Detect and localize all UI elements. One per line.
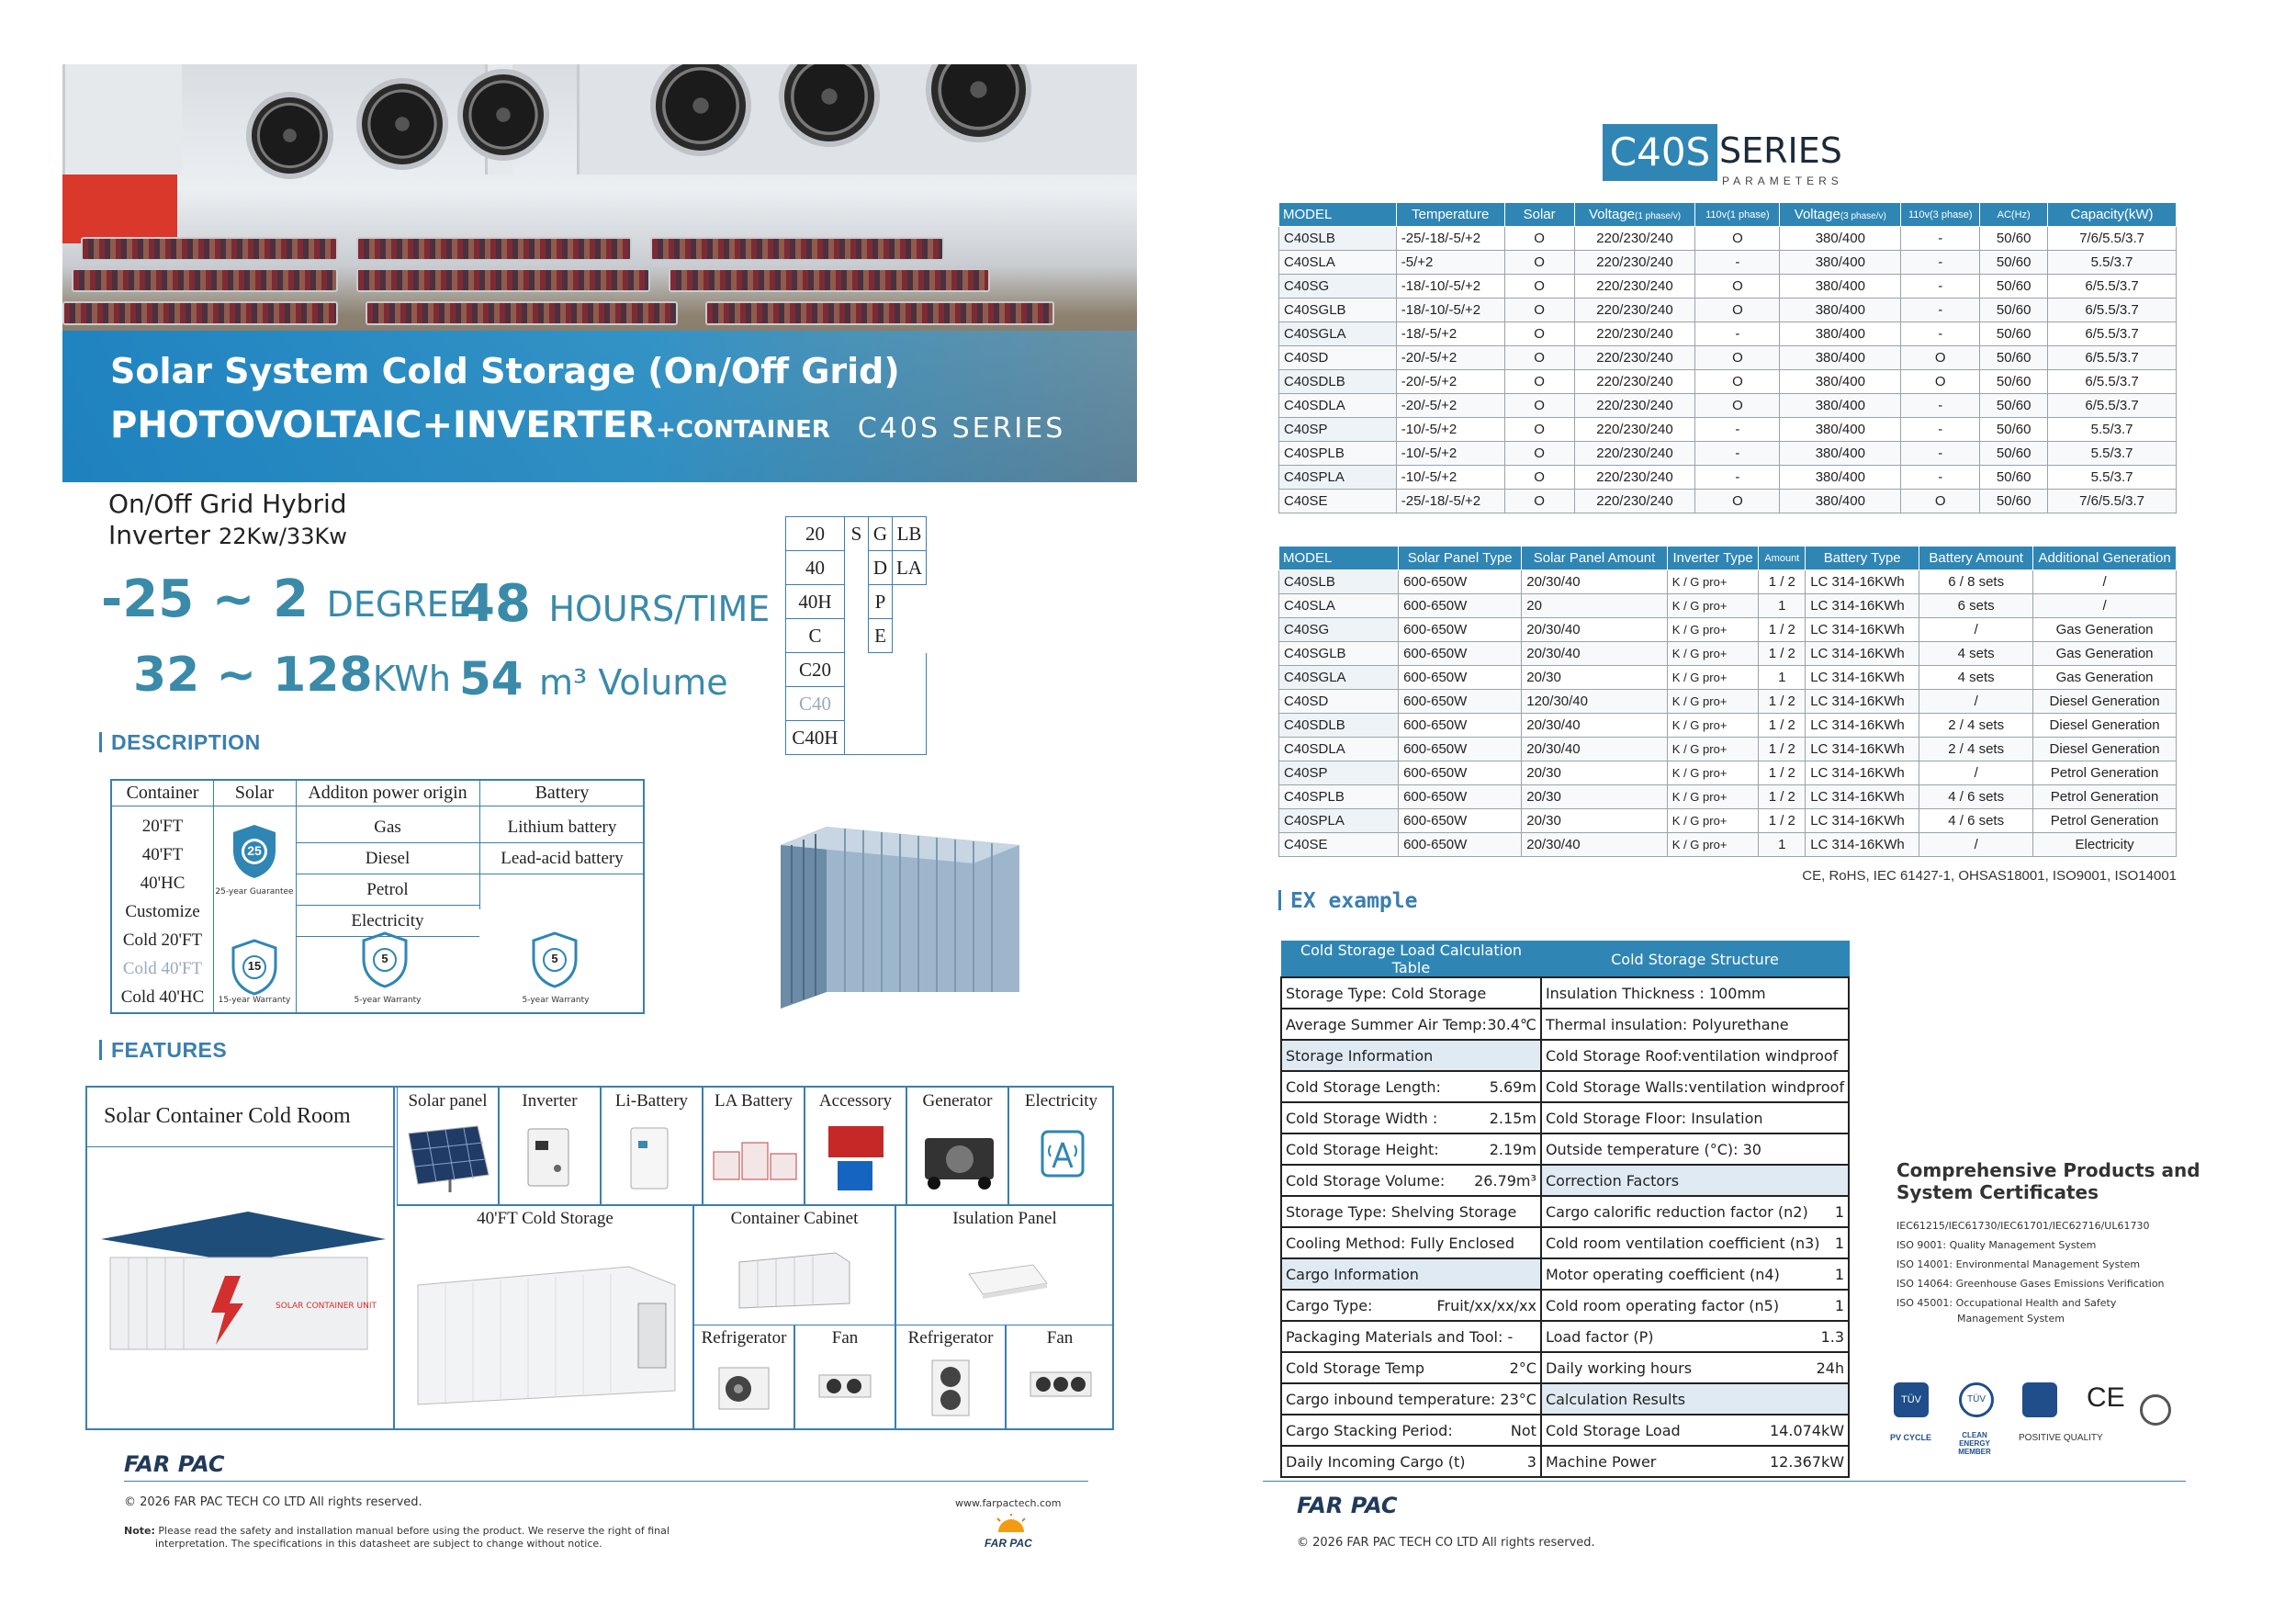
table-row: Storage Type: Cold Storage Insulation Thickness : 100mm	[1281, 977, 1849, 1009]
fan-unit-icon	[817, 1372, 872, 1400]
features-panel	[85, 1086, 1114, 1430]
electricity-icon	[1040, 1129, 1086, 1179]
features-heading: FEATURES	[99, 1038, 227, 1063]
svg-text:SOLAR CONTAINER UNIT: SOLAR CONTAINER UNIT	[276, 1302, 377, 1311]
feature-inverter: Inverter	[522, 1091, 578, 1111]
hours-stat: 48 HOURS/TIME	[459, 574, 771, 634]
copyright-right: © 2026 FAR PAC TECH CO LTD All rights reserved.	[1297, 1536, 1595, 1550]
table-row: C40SLB 600-650W 20/30/40 K / G pro+ 1 / 2 LC 314-16KWh 6 / 8 sets /	[1279, 570, 2177, 594]
feature-insulation-panel: Isulation Panel	[952, 1209, 1057, 1228]
certs-list: IEC61215/IEC61730/IEC61701/IEC62716/UL61730 ISO 9001: Quality Management System ISO 14001: Environmental Management System ISO 14064: Greenhouse Gases Emissions Verification ISO 45001: Occupational Health and Safety Management System	[1896, 1220, 2165, 1325]
solar-config-table: MODEL Solar Panel Type Solar Panel Amount Inverter Type Amount Battery Type Battery Amount Additional Generation C40SLB 600-650W 20/30/40 K / G pro+ 1 / 2 LC 314-16KWh 6 / 8 sets / C40SLA 600-650W 20 K / G pro+ 1 LC 314-16KWh 6 sets / C40SG 600-650W 20/30/40 K / G pro+ 1 / 2 LC 314-16KWh / Gas Generation C40SGLB 600-650W 20/30/40 K / G pro+ 1 / 2 LC 314-16KWh 4 sets Gas Generation C40SGLA 600-650W 20/30 K / G pro+ 1 LC 314-16KWh 4 sets Gas Generation C40SD 600-650W 120/30/40 K / G pro+ 1 / 2 LC 314-16KWh / Diesel Generation C40SDLB 600-650W 20/30/40 K / G pro+ 1 / 2 LC 314-16KWh 2 / 4 sets Diesel Generation C40SDLA 600-650W 20/30/40 K / G pro+ 1 / 2 LC 314-16KWh 2 / 4 sets Diesel Generation C40SP 600-650W 20/30 K / G pro+ 1 / 2 LC 314-16KWh / Petrol Generation C40SPLB 600-650W 20/30 K / G pro+ 1 / 2 LC 314-16KWh 4 / 6 sets Petrol Generation C40SPLA 600-650W 20/30 K / G pro+ 1 / 2 LC 314-16KWh 4 / 6 sets Petrol Generation C40SE 600-650W 20/30/40 K / G pro+ 1 LC 314-16KWh / Electricity	[1278, 546, 2177, 857]
cert-badge-icon	[2022, 1382, 2057, 1417]
solar-container-image	[92, 1212, 390, 1368]
table-row: Packaging Materials and Tool: - Load factor (P) 1.3	[1281, 1321, 1849, 1352]
accessory-icon	[815, 1124, 897, 1193]
standards-line: CE, RoHS, IEC 61427-1, OHSAS18001, ISO9001, ISO14001	[1802, 868, 2177, 884]
brand-logo-right: FAR PAC	[1297, 1493, 1398, 1518]
tuv-logo-icon: TÜV	[1894, 1382, 1929, 1417]
insulation-panel-image	[960, 1257, 1052, 1303]
description-table: Container Solar Additon power origin Battery 20'FT 40'FT 40'HC Customize Cold 20'FT Cold 40'FT Cold 40'HC Gas Diesel Petrol Electricity Lithium battery Lead-acid battery 25 25-year Guarantee 15 15-year Warranty 5 5-year Warranty 5 5-year Warranty	[110, 779, 645, 1014]
li-battery-icon	[622, 1124, 677, 1193]
feature-li-battery: Li-Battery	[614, 1091, 689, 1111]
table-row: C40SGLA 600-650W 20/30 K / G pro+ 1 LC 314-16KWh 4 sets Gas Generation	[1279, 666, 2177, 690]
table-row: Cargo inbound temperature: 23°C Calculation Results	[1281, 1383, 1849, 1415]
table-row: Cold Storage Height: 2.19m Outside temperature (°C): 30	[1281, 1133, 1849, 1165]
fan-icon	[246, 92, 333, 179]
brand-logo-left: FAR PAC	[124, 1451, 225, 1477]
series-title: SERIES	[1719, 130, 1842, 171]
feature-40ft-cold-storage: 40'FT Cold Storage	[477, 1209, 613, 1228]
tuv-seal-icon: TÜV	[1959, 1382, 1994, 1417]
table-row: C40SP 600-650W 20/30 K / G pro+ 1 / 2 LC 314-16KWh / Petrol Generation	[1279, 761, 2177, 785]
table-row: C40SPLA -10/-5/+2 O 220/230/240 - 380/400 - 50/60 5.5/3.7	[1279, 466, 2177, 490]
refrigerator-icon	[928, 1359, 974, 1418]
table-row: C40SDLA -20/-5/+2 O 220/230/240 O 380/400 - 50/60 6/5.5/3.7	[1279, 394, 2177, 418]
footer-logo-text: FAR PAC	[985, 1537, 1032, 1550]
model-code-grid: 20 S G LB 40 D LA 40H P C E C20 C40 C40H	[785, 516, 927, 755]
kwh-stat: 32 ~ 128KWh	[133, 648, 451, 703]
sun-logo-icon	[995, 1514, 1028, 1534]
positive-quality-logo: POSITIVE QUALITY	[2019, 1433, 2103, 1443]
table-row: C40SGLB -18/-10/-5/+2 O 220/230/240 O 380/400 - 50/60 6/5.5/3.7	[1279, 299, 2177, 322]
table-row: Cold Storage Width : 2.15m Cold Storage Floor: Insulation	[1281, 1102, 1849, 1133]
refrigerator-icon	[716, 1363, 771, 1414]
red-wall-panel	[62, 175, 177, 243]
inverter-info: On/Off Grid Hybrid Inverter 22Kw/33Kw	[108, 489, 347, 550]
feature-fan: Fan	[831, 1328, 859, 1348]
description-heading: DESCRIPTION	[99, 730, 261, 755]
fan-icon	[356, 78, 448, 170]
table-row: C40SG -18/-10/-5/+2 O 220/230/240 O 380/400 - 50/60 6/5.5/3.7	[1279, 275, 2177, 299]
clean-energy-logo: CLEAN ENERGY MEMBER	[1958, 1431, 1991, 1456]
parameters-table: MODEL Temperature Solar Voltage(1 phase/v) 110v(1 phase) Voltage(3 phase/v) 110v(3 phase) AC(Hz) Capacity(kW) C40SLB -25/-18/-5/+2 O 220/230/240 O 380/400 - 50/60 7/6/5.5/3.7 C40SLA -5/+2 O 220/230/240 - 380/400 - 50/60 5.5/3.7 C40SG -18/-10/-5/+2 O 220/230/240 O 380/400 - 50/60 6/5.5/3.7 C40SGLB -18/-10/-5/+2 O 220/230/240 O 380/400 - 50/60 6/5.5/3.7 C40SGLA -18/-5/+2 O 220/230/240 - 380/400 - 50/60 6/5.5/3.7 C40SD -20/-5/+2 O 220/230/240 O 380/400 O 50/60 6/5.5/3.7 C40SDLB -20/-5/+2 O 220/230/240 O 380/400 O 50/60 6/5.5/3.7 C40SDLA -20/-5/+2 O 220/230/240 O 380/400 - 50/60 6/5.5/3.7 C40SP -10/-5/+2 O 220/230/240 - 380/400 - 50/60 5.5/3.7 C40SPLB -10/-5/+2 O 220/230/240 - 380/400 - 50/60 5.5/3.7 C40SPLA -10/-5/+2 O 220/230/240 - 380/400 - 50/60 5.5/3.7 C40SE -25/-18/-5/+2 O 220/230/240 O 380/400 O 50/60 7/6/5.5/3.7	[1278, 202, 2177, 513]
hero-banner	[62, 64, 1137, 482]
features-title: Solar Container Cold Room	[104, 1104, 351, 1128]
volume-stat: 54 m³ Volume	[459, 652, 728, 705]
csa-logo-icon	[2140, 1394, 2171, 1426]
table-row: C40SLA 600-650W 20 K / G pro+ 1 LC 314-16KWh 6 sets /	[1279, 594, 2177, 618]
table-row: C40SD 600-650W 120/30/40 K / G pro+ 1 / 2 LC 314-16KWh / Diesel Generation	[1279, 690, 2177, 714]
temperature-stat: -25 ~ 2 DEGREE	[101, 570, 471, 629]
table-row: C40SPLB -10/-5/+2 O 220/230/240 - 380/400 - 50/60 5.5/3.7	[1279, 442, 2177, 466]
table-row: Daily Incoming Cargo (t) 3 Machine Power 12.367kW	[1281, 1446, 1849, 1477]
table-row: Average Summer Air Temp: 30.4℃ Thermal insulation: Polyurethane	[1281, 1009, 1849, 1040]
table-row: Cooling Method: Fully Enclosed Cold room ventilation coefficient (n3) 1	[1281, 1227, 1849, 1258]
fan-icon	[457, 69, 549, 161]
certs-title: Comprehensive Products and System Certificates	[1896, 1159, 2200, 1203]
table-row: C40SE 600-650W 20/30/40 K / G pro+ 1 LC 314-16KWh / Electricity	[1279, 833, 2177, 857]
table-row: Cold Storage Length: 5.69m Cold Storage Walls:ventilation windproof	[1281, 1071, 1849, 1102]
ex-example-heading: EX example	[1278, 889, 1417, 913]
table-row: Cargo Stacking Period: Not Cold Storage Load 14.074kW	[1281, 1415, 1849, 1446]
table-row: C40SDLB 600-650W 20/30/40 K / G pro+ 1 / 2 LC 314-16KWh 2 / 4 sets Diesel Generation	[1279, 714, 2177, 738]
table-row: Cold Storage Temp 2°C Daily working hours 24h	[1281, 1352, 1849, 1383]
cold-storage-container-image	[409, 1253, 684, 1409]
table-row: Cargo Information Motor operating coefficient (n4) 1	[1281, 1258, 1849, 1290]
cold-storage-calc-table: Cold Storage Load Calculation Table Cold Storage Structure Storage Type: Cold Storage Insulation Thickness : 100mm Average Summer Air Temp: 30.4℃ Thermal insulation: Polyurethane Storage Information Cold Storage Roof:ventilation windproof Cold Storage Length: 5.69m Cold Storage Walls:ventilation windproof Cold Storage Width : 2.15m Cold Storage Floor: Insulation Cold Storage Height: 2.19m Outside temperature (°C): 30 Cold Storage Volume: 26.79m³ Correction Factors Storage Type: Shelving Storage Cargo calorific reduction factor (n2) 1 Cooling Method: Fully Enclosed Cold room ventilation coefficient (n3) 1 Cargo Information Motor operating coefficient (n4) 1 Cargo Type: Fruit/xx/xx/xx Cold room operating factor (n5) 1 Packaging Materials and Tool: - Load factor (P) 1.3 Cold Storage Temp 2°C Daily working hours 24h Cargo inbound temperature: 23°C Calculation Results Cargo Stacking Period: Not Cold Storage Load 14.074kW Daily Incoming Cargo (t) 3 Machine Power 12.367kW	[1280, 941, 1850, 1478]
divider	[1263, 1481, 2186, 1482]
feature-electricity: Electricity	[1024, 1091, 1098, 1111]
divider	[124, 1481, 1088, 1482]
inverter-icon	[521, 1124, 576, 1193]
feature-la-battery: LA Battery	[715, 1091, 793, 1111]
table-row: Cold Storage Volume: 26.79m³ Correction Factors	[1281, 1165, 1849, 1196]
feature-refrigerator: Refrigerator	[907, 1328, 994, 1348]
table-row: Storage Information Cold Storage Roof:ventilation windproof	[1281, 1040, 1849, 1071]
fan-unit-icon	[1029, 1368, 1093, 1400]
feature-fan: Fan	[1046, 1328, 1074, 1348]
container-cabinet-image	[735, 1248, 854, 1313]
copyright-left: © 2026 FAR PAC TECH CO LTD All rights reserved.	[124, 1495, 422, 1509]
table-row: Storage Type: Shelving Storage Cargo calorific reduction factor (n2) 1	[1281, 1196, 1849, 1227]
table-row: C40SLA -5/+2 O 220/230/240 - 380/400 - 50/60 5.5/3.7	[1279, 251, 2177, 275]
table-row: C40SD -20/-5/+2 O 220/230/240 O 380/400 O 50/60 6/5.5/3.7	[1279, 346, 2177, 370]
feature-generator: Generator	[922, 1091, 993, 1111]
feature-solar-panel: Solar panel	[408, 1091, 488, 1111]
series-subtitle: PARAMETERS	[1722, 175, 1843, 187]
generator-icon	[916, 1124, 1003, 1193]
feature-container-cabinet: Container Cabinet	[730, 1209, 859, 1228]
hero-subtitle: PHOTOVOLTAIC+INVERTER+CONTAINER C40S SERIES	[110, 404, 1066, 446]
feature-refrigerator: Refrigerator	[701, 1328, 787, 1348]
pv-cycle-logo: PV CYCLE	[1890, 1433, 1932, 1442]
feature-accessory: Accessory	[818, 1091, 893, 1111]
table-row: C40SP -10/-5/+2 O 220/230/240 - 380/400 - 50/60 5.5/3.7	[1279, 418, 2177, 442]
table-row: C40SDLB -20/-5/+2 O 220/230/240 O 380/400 O 50/60 6/5.5/3.7	[1279, 370, 2177, 394]
table-row: C40SPLB 600-650W 20/30 K / G pro+ 1 / 2 LC 314-16KWh 4 / 6 sets Petrol Generation	[1279, 785, 2177, 809]
table-row: C40SLB -25/-18/-5/+2 O 220/230/240 O 380/400 - 50/60 7/6/5.5/3.7	[1279, 227, 2177, 251]
table-row: C40SGLA -18/-5/+2 O 220/230/240 - 380/400 - 50/60 6/5.5/3.7	[1279, 322, 2177, 346]
table-row: C40SPLA 600-650W 20/30 K / G pro+ 1 / 2 LC 314-16KWh 4 / 6 sets Petrol Generation	[1279, 809, 2177, 833]
table-row: Cargo Type: Fruit/xx/xx/xx Cold room operating factor (n5) 1	[1281, 1290, 1849, 1321]
ce-mark-icon: CE	[2087, 1382, 2125, 1413]
shipping-container-image	[726, 808, 1056, 1029]
solar-panel-icon	[404, 1124, 491, 1193]
website-link[interactable]: www.farpactech.com	[955, 1497, 1062, 1509]
series-badge: C40S	[1603, 124, 1717, 181]
table-row: C40SGLB 600-650W 20/30/40 K / G pro+ 1 / 2 LC 314-16KWh 4 sets Gas Generation	[1279, 642, 2177, 666]
table-row: C40SE -25/-18/-5/+2 O 220/230/240 O 380/400 O 50/60 7/6/5.5/3.7	[1279, 490, 2177, 513]
disclaimer-note: Note: Please read the safety and installation manual before using the product. We reserve the right of final interpretation. The specifications in this datasheet are subject to change without notice.	[124, 1525, 670, 1550]
la-battery-icon	[709, 1124, 801, 1193]
table-row: C40SG 600-650W 20/30/40 K / G pro+ 1 / 2 LC 314-16KWh / Gas Generation	[1279, 618, 2177, 642]
table-row: C40SDLA 600-650W 20/30/40 K / G pro+ 1 / 2 LC 314-16KWh 2 / 4 sets Diesel Generation	[1279, 738, 2177, 761]
hero-title: Solar System Cold Storage (On/Off Grid)	[110, 351, 900, 391]
